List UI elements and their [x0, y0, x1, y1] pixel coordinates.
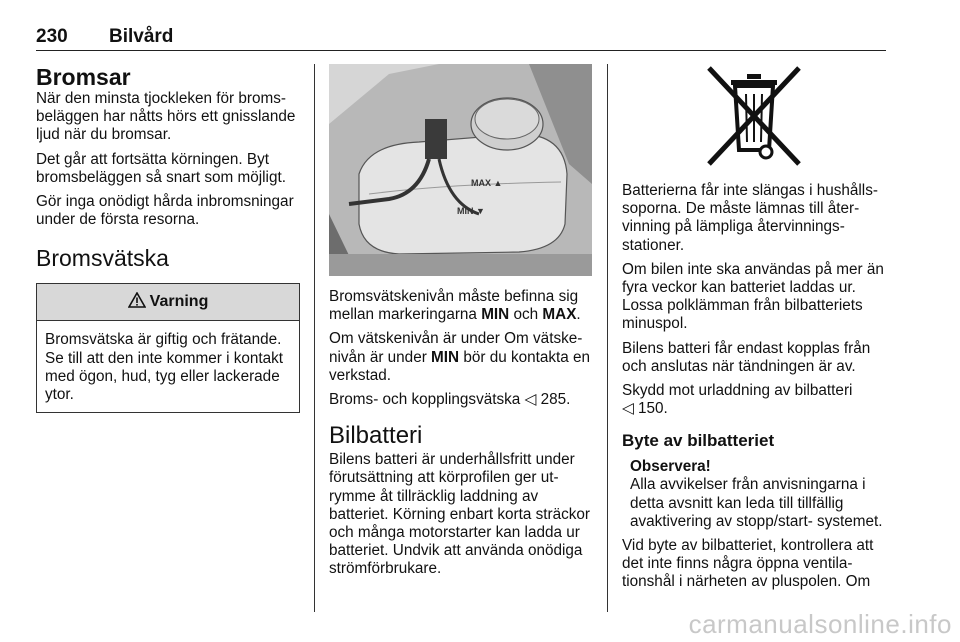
paragraph-low-level	[329, 330, 592, 385]
warning-triangle-icon	[128, 292, 150, 313]
text: Broms- och kopplingsvätska	[329, 391, 525, 409]
heading-brakes: Bromsar	[36, 64, 131, 90]
note-box	[622, 458, 888, 531]
text: bör du kontakta en verkstad.	[329, 348, 591, 384]
column-1	[36, 64, 300, 413]
warning-box	[36, 283, 300, 413]
text: Bromsvätskenivån måste befinna sig mellan markeringarna	[329, 288, 579, 324]
watermark: carmanualsonline.info	[688, 609, 952, 639]
header-divider	[36, 50, 886, 51]
warning-header	[37, 284, 299, 321]
crossed-out-bin-icon	[622, 64, 885, 172]
paragraph: Bilens batteri får endast kopplas från och anslutas när tändningen är av.	[622, 339, 871, 375]
text: .	[576, 306, 581, 324]
note-title: Observera!	[630, 458, 711, 476]
page-reference-number[interactable]: 285	[540, 391, 567, 409]
text: Om vätskenivån är under Om vätskenivån är under	[329, 330, 583, 366]
column-divider-2	[607, 64, 608, 612]
max-label: MAX	[542, 306, 577, 324]
column-divider-1	[314, 64, 315, 612]
brake-fluid-reservoir-image	[329, 64, 592, 276]
text: Skydd mot urladdning av bilbatteri	[622, 382, 853, 400]
column-3	[622, 64, 888, 598]
page-reference[interactable]	[536, 391, 566, 408]
min-label: MIN	[481, 306, 510, 324]
paragraph: Batterierna får inte slängas i hushållssoporna. De måste lämnas till återvinning på lämpliga återvinningsstationer.	[622, 182, 878, 254]
text: och	[509, 306, 543, 324]
heading-brake-fluid: Bromsvätska	[36, 245, 169, 272]
paragraph: När den minsta tjockleken för bromsbeläggen har nåtts hörs ett gnisslande ljud när du bromsar.	[36, 90, 296, 144]
min-label: MIN	[431, 348, 460, 366]
page-reference-arrow-icon: ◁	[524, 391, 537, 409]
paragraph-fluid-ref	[329, 391, 592, 409]
page-reference[interactable]	[634, 400, 664, 417]
text: .	[566, 391, 571, 409]
page-number: 230	[36, 26, 68, 47]
paragraph-discharge-ref	[622, 382, 888, 418]
paragraph: Om bilen inte ska användas på mer än fyra veckor kan batteriet laddas ur. Lossa polklämman från bilbatteriets minuspol.	[622, 260, 884, 333]
page-reference-arrow-icon: ◁	[622, 400, 634, 418]
min-marking: MIN ▼	[457, 206, 485, 216]
heading-battery: Bilbatteri	[329, 422, 423, 450]
paragraph: Gör inga onödigt hårda inbromsningar under de första resorna.	[36, 193, 294, 229]
warning-title: Varning	[149, 293, 209, 311]
max-marking: MAX ▲	[471, 178, 503, 188]
warning-body	[37, 321, 299, 412]
warning-text: Bromsvätska är giftig och frätande. Se till att den inte kommer i kontakt med ögon, hud, tyg eller lackerade ytor.	[45, 331, 284, 404]
column-2	[329, 64, 592, 585]
note-text: Alla avvikelser från anvisningarna i detta avsnitt kan leda till tillfällig avaktivering av stopp/start- systemet.	[630, 476, 883, 530]
section-title: Bilvård	[109, 26, 174, 47]
paragraph: Vid byte av bilbatteriet, kontrollera att det inte finns några öppna ventilationshål i närheten av pluspolen. Om	[622, 537, 874, 591]
page-reference-number[interactable]: 150	[638, 400, 664, 418]
text: .	[663, 400, 668, 418]
paragraph: Det går att fortsätta körningen. Byt bromsbeläggen så snart som möjligt.	[36, 150, 286, 186]
heading-replace-battery: Byte av bilbatteriet	[622, 431, 775, 451]
paragraph-level	[329, 288, 592, 324]
paragraph-battery: Bilens batteri är underhållsfritt under förutsättning att körprofilen ger utrymme åt tillräcklig laddning av batteriet. Körning enbart korta sträckor och många motorstarter kan ladda ur batteriet. Undvik att använda onödiga strömförbrukare.	[329, 451, 591, 578]
page-header	[36, 26, 886, 52]
